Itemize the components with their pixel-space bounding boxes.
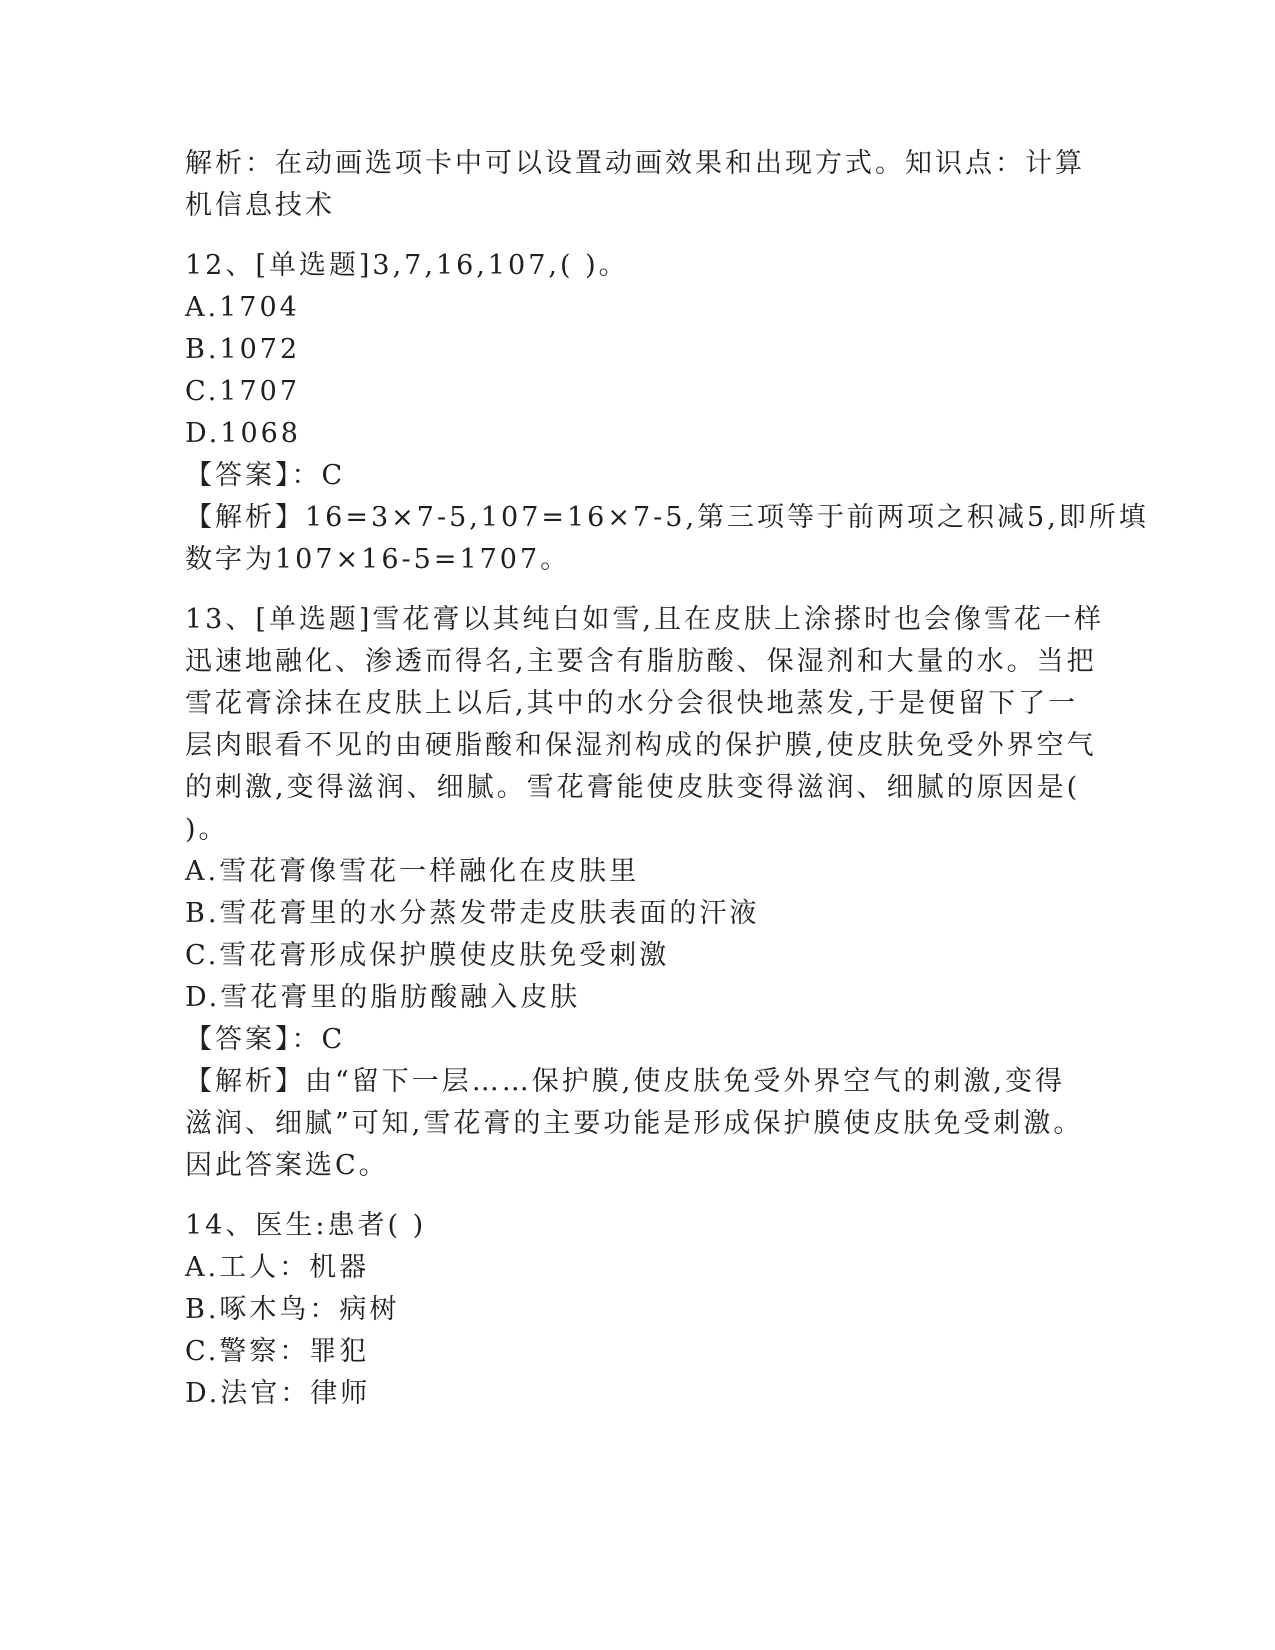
analysis-line: 【解析】16=3×7-5,107=16×7-5,第三项等于前两项之积减5,即所填 — [185, 502, 1149, 533]
question-stem: 12、[单选题]3,7,16,107,( )。 — [185, 250, 629, 281]
option-b: B.1072 — [185, 334, 301, 365]
analysis-line: 【解析】由“留下一层……保护膜,使皮肤免受外界空气的刺激,变得 — [185, 1066, 1065, 1097]
option-a: A.雪花膏像雪花一样融化在皮肤里 — [185, 856, 640, 887]
option-b: B.雪花膏里的水分蒸发带走皮肤表面的汗液 — [185, 898, 760, 929]
option-d: D.法官：律师 — [185, 1378, 371, 1409]
question-stem-line: 13、[单选题]雪花膏以其纯白如雪,且在皮肤上涂搽时也会像雪花一样 — [185, 604, 1105, 635]
question-stem-line: 迅速地融化、渗透而得名,主要含有脂肪酸、保湿剂和大量的水。当把 — [185, 646, 1097, 677]
question-14 — [185, 1205, 1085, 1415]
option-c: C.1707 — [185, 376, 300, 407]
analysis-line: 数字为107×16-5=1707。 — [185, 544, 571, 575]
analysis-line: 机信息技术 — [185, 190, 335, 221]
question-stem: 14、医生:患者( ) — [185, 1210, 427, 1241]
question-stem-line: )。 — [185, 814, 229, 845]
option-a: A.1704 — [185, 292, 300, 323]
analysis-line: 解析：在动画选项卡中可以设置动画效果和出现方式。知识点：计算 — [185, 148, 1085, 179]
question-stem-line: 层肉眼看不见的由硬脂酸和保湿剂构成的保护膜,使皮肤免受外界空气 — [185, 730, 1097, 761]
question-stem-line: 雪花膏涂抹在皮肤上以后,其中的水分会很快地蒸发,于是便留下了一 — [185, 688, 1079, 719]
answer: 【答案】：C — [185, 1024, 346, 1055]
question-12 — [185, 245, 1149, 581]
option-c: C.雪花膏形成保护膜使皮肤免受刺激 — [185, 940, 670, 971]
analysis-line: 因此答案选C。 — [185, 1150, 389, 1181]
option-a: A.工人：机器 — [185, 1252, 370, 1283]
option-c: C.警察：罪犯 — [185, 1336, 370, 1367]
answer: 【答案】：C — [185, 460, 346, 491]
document-page — [185, 143, 1149, 1415]
option-b: B.啄木鸟：病树 — [185, 1294, 400, 1325]
option-d: D.1068 — [185, 418, 301, 449]
option-d: D.雪花膏里的脂肪酸融入皮肤 — [185, 982, 581, 1013]
question-13 — [185, 599, 1105, 1187]
analysis-line: 滋润、细腻”可知,雪花膏的主要功能是形成保护膜使皮肤免受刺激。 — [185, 1108, 1084, 1139]
question-stem-line: 的刺激,变得滋润、细腻。雪花膏能使皮肤变得滋润、细腻的原因是( — [185, 772, 1081, 803]
